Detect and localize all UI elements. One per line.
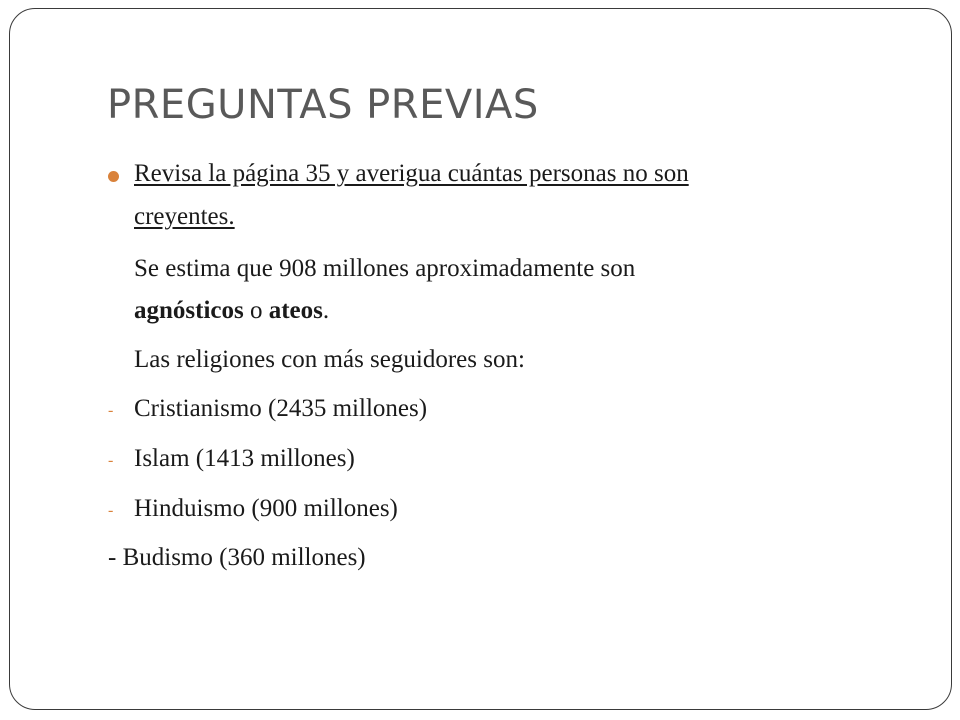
bullet-dot-icon xyxy=(108,171,119,182)
slide-title: PREGUNTAS PREVIAS xyxy=(107,82,539,128)
answer-conjunction: o xyxy=(243,297,269,324)
answer-line-2 xyxy=(134,297,329,325)
answer-period: . xyxy=(322,297,330,324)
question-line-1: Revisa la página 35 y averigua cuántas personas no son xyxy=(134,160,689,187)
answer-term-agnosticos: agnósticos xyxy=(134,297,244,324)
religion-item: Hinduismo (900 millones) xyxy=(134,495,398,522)
answer-term-ateos: ateos xyxy=(268,297,323,324)
answer-line-1: Se estima que 908 millones aproximadamente son xyxy=(134,255,636,282)
religion-item: Cristianismo (2435 millones) xyxy=(134,395,428,422)
religion-item-budismo: - Budismo (360 millones) xyxy=(108,544,366,571)
dash-bullet-icon: - xyxy=(108,452,114,469)
religions-intro: Las religiones con más seguidores son: xyxy=(134,346,525,373)
religion-item: Islam (1413 millones) xyxy=(134,445,355,472)
question-line-2: creyentes. xyxy=(134,203,235,230)
dash-bullet-icon: - xyxy=(108,402,114,419)
dash-bullet-icon: - xyxy=(108,502,114,519)
